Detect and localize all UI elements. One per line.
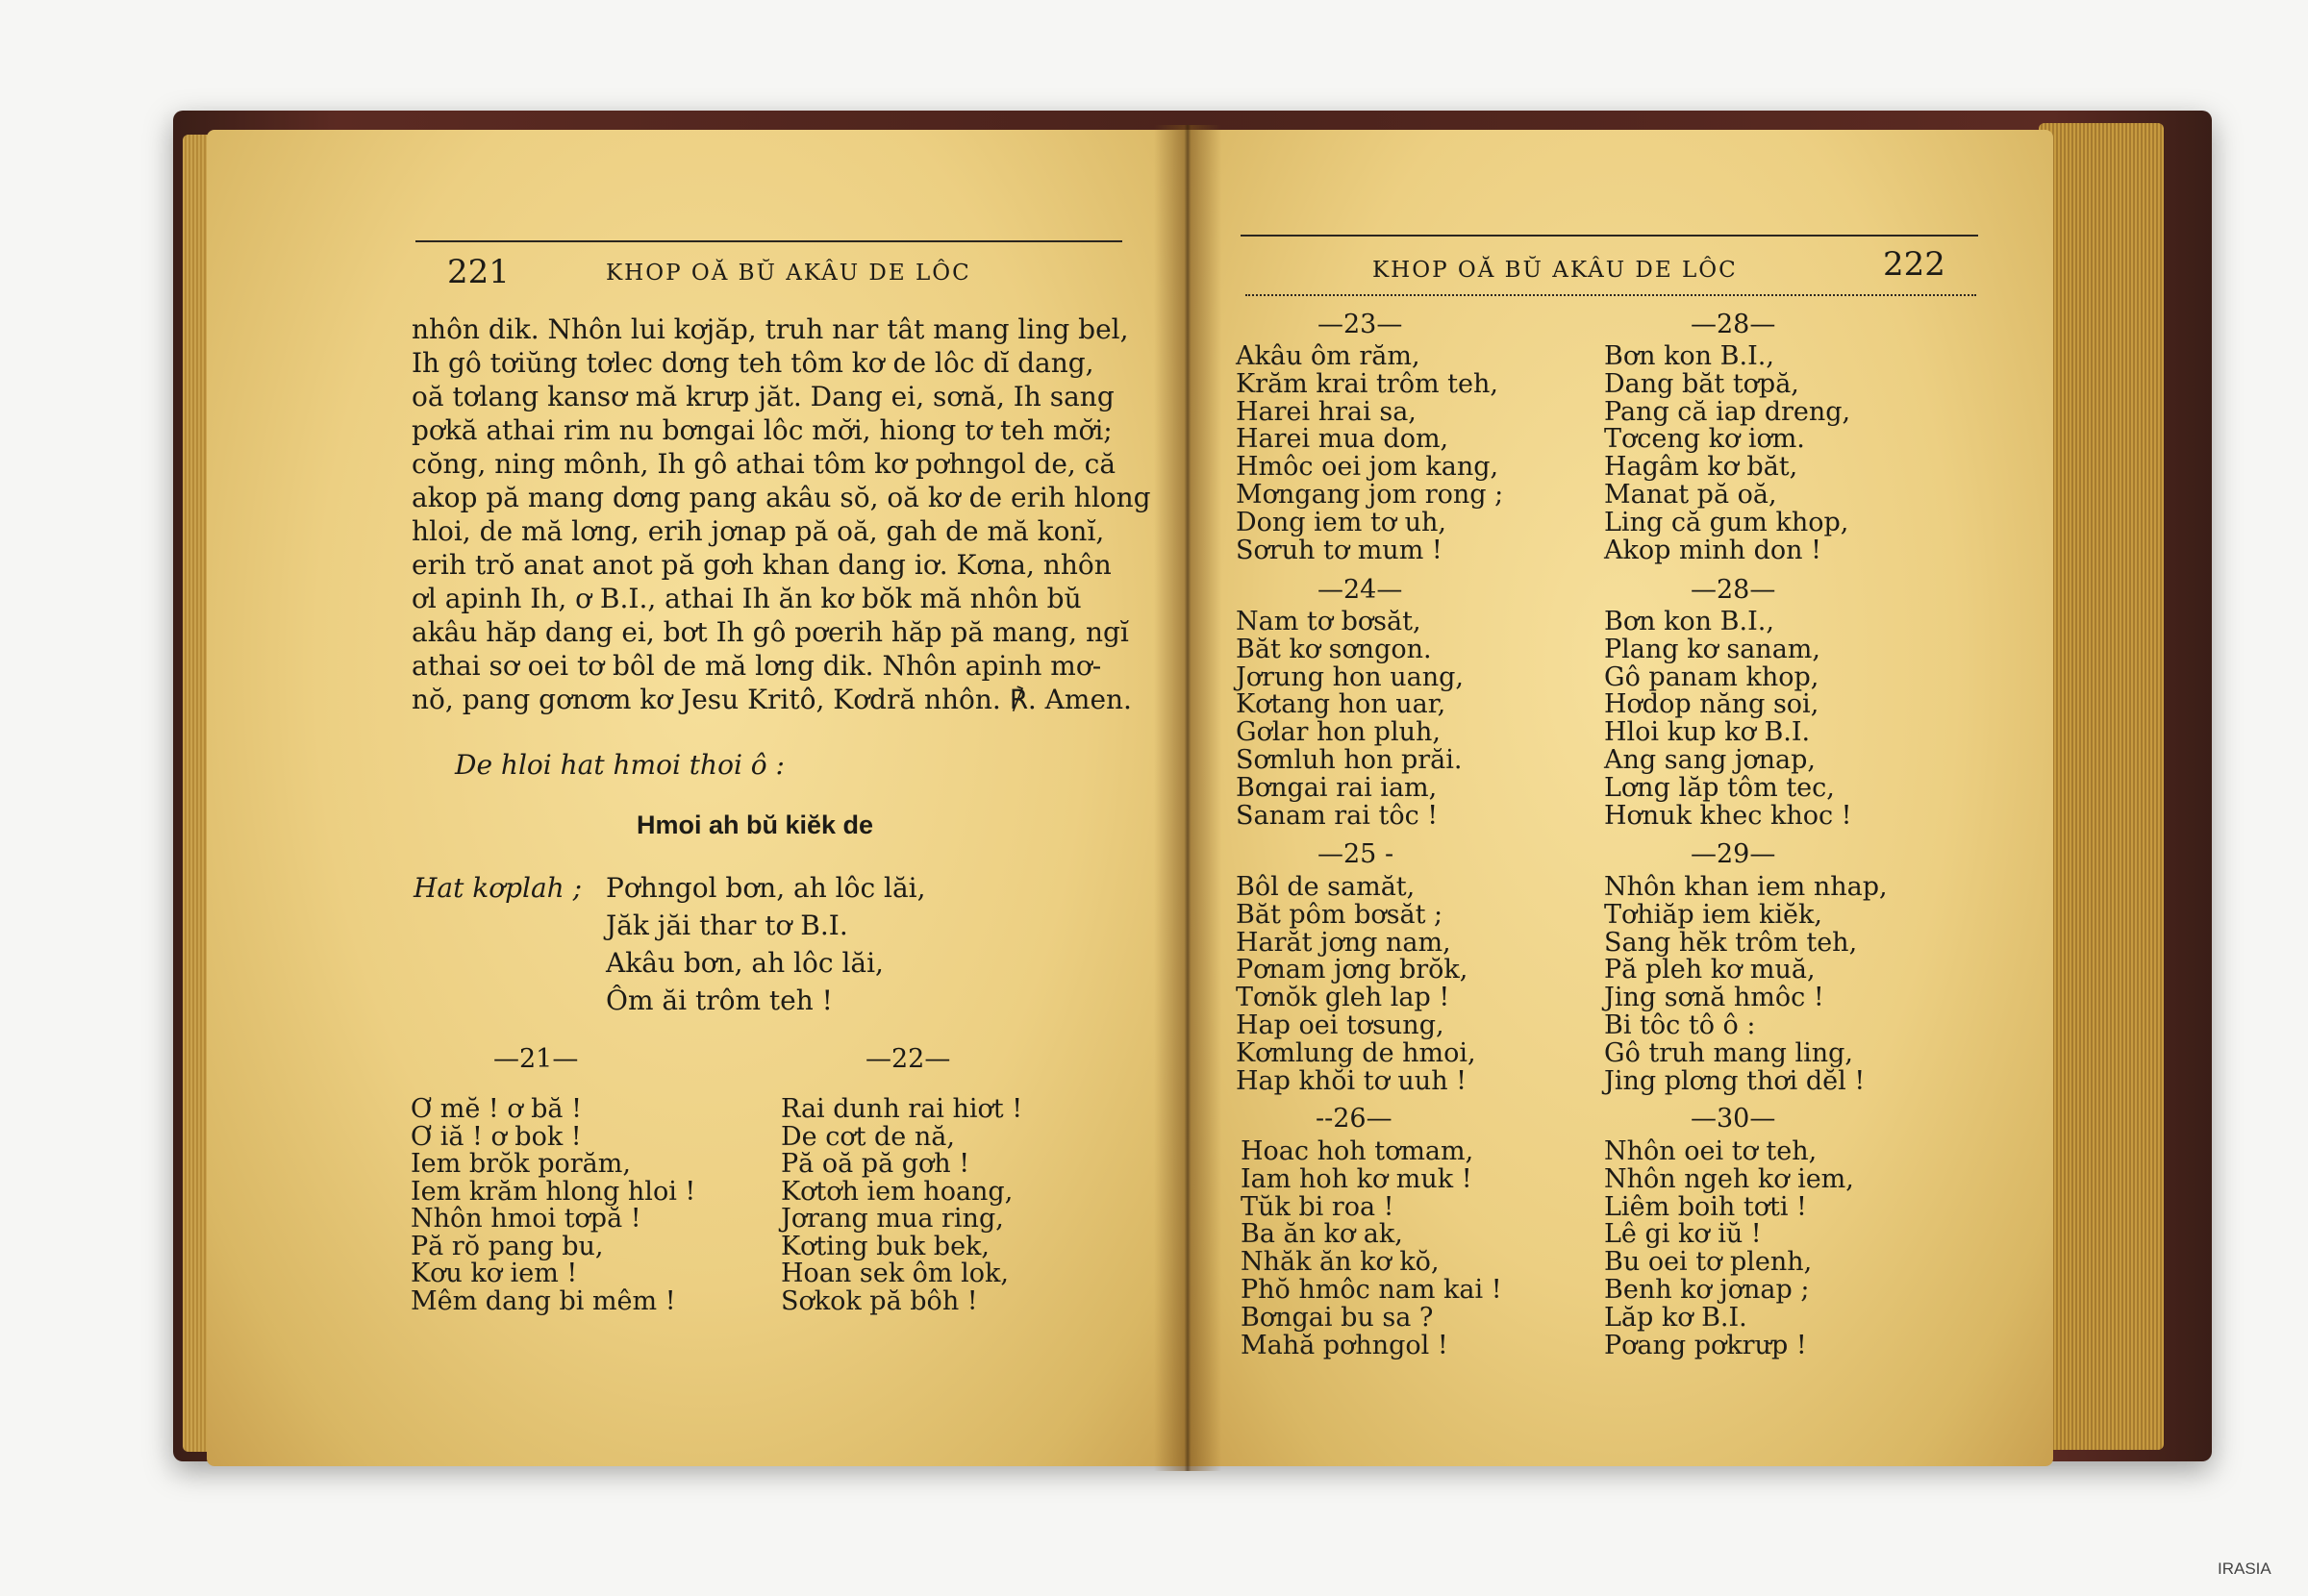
verse-line: Akâu ôm răm, <box>1236 341 1420 371</box>
verse-29 <box>1604 874 1888 1095</box>
verse-24 <box>1236 609 1464 830</box>
singing-instruction: De hloi hat hmoi thoi ô : <box>455 749 785 781</box>
verse-line: Gô panam khop, <box>1604 661 1819 692</box>
verse-line: Bơn kon B.I., <box>1604 607 1774 636</box>
verse-line: Bu oei tơ plenh, <box>1604 1247 1813 1278</box>
prose-line: akâu hăp dang ei, bơt Ih gô pơerih hăp pă mang, ngĭ <box>412 616 1129 648</box>
verse-number: —29— <box>1691 839 1776 869</box>
verse-line: Phŏ hmôc nam kai ! <box>1241 1274 1502 1305</box>
refrain-line: Ôm ăi trôm teh ! <box>606 985 833 1016</box>
verse-line: Sơruh tơ mum ! <box>1236 535 1442 565</box>
verse-line: Jing sơnă hmôc ! <box>1604 983 1824 1013</box>
verse-line: Bơngai rai iam, <box>1236 772 1438 803</box>
verse-line: Kơting buk bek, <box>781 1231 990 1261</box>
right-header-rule <box>1241 235 1978 237</box>
prayer-text <box>412 312 1154 716</box>
left-running-head: KHOP OĂ BŬ AKÂU DE LÔC <box>606 261 971 286</box>
verse-25 <box>1236 874 1476 1095</box>
verse-number: —22— <box>866 1044 951 1074</box>
verse-21 <box>411 1096 695 1315</box>
verse-number: —28— <box>1691 310 1776 339</box>
verse-line: Mahă pơhngol ! <box>1241 1330 1448 1360</box>
verse-line: Harei hrai sa, <box>1236 396 1417 427</box>
right-page-number: 222 <box>1883 245 1945 284</box>
verse-number: —25 - <box>1317 839 1394 869</box>
prose-line: nhôn dik. Nhôn lui kơjăp, truh nar tât mang ling bel, <box>412 313 1129 345</box>
verse-line: Hơdop năng soi, <box>1604 689 1819 720</box>
verse-line: Gô truh mang ling, <box>1604 1037 1854 1068</box>
prose-line: oă tơlang kansơ mă krưp jăt. Dang ei, sơnă, Ih sang <box>412 381 1115 412</box>
verse-line: Hap khŏi tơ uuh ! <box>1236 1065 1468 1096</box>
verse-line: Benh kơ jơnap ; <box>1604 1274 1810 1305</box>
verse-line: Sanam rai tôc ! <box>1236 800 1439 831</box>
verse-number: --26— <box>1316 1104 1392 1134</box>
verse-line: Kơu kơ iem ! <box>411 1259 578 1288</box>
book-gutter <box>1154 125 1221 1471</box>
prose-line: akop pă mang dơng pang akâu sŏ, oă kơ de erih hlong <box>412 482 1151 513</box>
verse-line: Bơn kon B.I., <box>1604 341 1774 371</box>
verse-number: —28— <box>1691 575 1776 605</box>
verse-line: Gơlar hon pluh, <box>1236 717 1441 748</box>
verse-number: —24— <box>1317 575 1403 605</box>
verse-line: Manat pă oă, <box>1604 479 1777 510</box>
verse-line: Jing plơng thơi dĕl ! <box>1604 1065 1866 1096</box>
verse-line: Tŭk bi roa ! <box>1241 1191 1394 1222</box>
verse-line: Dang băt tơpă, <box>1604 368 1799 399</box>
verse-line: Lê gi kơ iŭ ! <box>1604 1219 1762 1250</box>
verse-line: Hơnuk khec khoc ! <box>1604 800 1852 831</box>
verse-line: Pơang pơkrưp ! <box>1604 1330 1807 1360</box>
verse-line: Iem brŏk porăm, <box>411 1149 631 1179</box>
verse-number: —23— <box>1317 310 1403 339</box>
verse-line: Iam hoh kơ muk ! <box>1241 1163 1472 1194</box>
left-page-number: 221 <box>447 253 510 291</box>
verse-line: Iem krăm hlong hloi ! <box>411 1176 696 1207</box>
hymn-title: Hmoi ah bŭ kiĕk de <box>637 810 874 839</box>
verse-line: Pang că iap dreng, <box>1604 396 1851 427</box>
verse-line: Lơng lăp tôm tec, <box>1604 772 1835 803</box>
verse-line: Ơ mĕ ! ơ bă ! <box>411 1094 582 1124</box>
verse-line: Sơkok pă bôh ! <box>781 1285 978 1316</box>
verse-line: Sang hĕk trôm teh, <box>1604 927 1858 958</box>
verse-26 <box>1241 1138 1502 1359</box>
verse-30 <box>1604 1138 1854 1359</box>
verse-28a <box>1604 343 1850 564</box>
verse-line: Tơceng kơ iơm. <box>1604 424 1805 455</box>
verse-line: Jơrung hon uang, <box>1236 661 1464 692</box>
verse-line: Nhôn ngeh kơ iem, <box>1604 1163 1854 1194</box>
verse-line: Jơrang mua ring, <box>781 1204 1004 1234</box>
prose-line: erih trŏ anat anot pă gơh khan dang iơ. Kơna, nhôn <box>412 549 1112 581</box>
verse-line: Dong iem tơ uh, <box>1236 507 1447 537</box>
verse-line: Nhôn oei tơ teh, <box>1604 1136 1818 1166</box>
prose-line: Ih gô tơiŭng tơlec dơng teh tôm kơ de lôc dĭ dang, <box>412 347 1094 379</box>
verse-line: Ang sang jơnap, <box>1604 744 1816 775</box>
verse-line: Kơtơh iem hoang, <box>781 1176 1014 1207</box>
verse-23 <box>1236 343 1503 564</box>
verse-line: Hmôc oei jom kang, <box>1236 452 1499 483</box>
verse-line: Nhôn khan iem nhap, <box>1604 872 1888 902</box>
verse-number: —21— <box>493 1044 579 1074</box>
verse-line: Ling că gum khop, <box>1604 507 1849 537</box>
page-edges-right <box>2039 123 2164 1450</box>
verse-line: Plang kơ sanam, <box>1604 634 1820 664</box>
verse-line: Tơhiăp iem kiĕk, <box>1604 899 1822 930</box>
verse-line: Pơnam jơng brŏk, <box>1236 955 1468 985</box>
verse-line: Bi tôc tô ô : <box>1604 1010 1756 1040</box>
right-running-head: KHOP OĂ BŬ AKÂU DE LÔC <box>1372 258 1738 283</box>
verse-line: Pă pleh kơ muă, <box>1604 955 1816 985</box>
verse-line: Hoac hoh tơmam, <box>1241 1136 1474 1166</box>
refrain-label: Hat kơplah ; <box>414 872 583 904</box>
right-header-dotted-rule <box>1245 294 1976 296</box>
prose-line: cŏng, ning mônh, Ih gô athai tôm kơ pơhngol de, că <box>412 448 1116 480</box>
verse-line: Harei mua dom, <box>1236 424 1449 455</box>
verse-line: Pă oă pă gơh ! <box>781 1149 970 1179</box>
verse-line: Kơtang hon uar, <box>1236 689 1446 720</box>
prose-line: athai sơ oei tơ bôl de mă lơng dik. Nhôn apinh mơ- <box>412 650 1102 682</box>
verse-number: —30— <box>1691 1104 1776 1134</box>
prose-line: pơkă athai rim nu bơngai lôc mơ̆i, hiong tơ teh mơ̆i; <box>412 414 1113 446</box>
verse-line: Hagâm kơ băt, <box>1604 452 1798 483</box>
verse-line: Hloi kup kơ B.I. <box>1604 717 1811 748</box>
verse-line: Ba ăn kơ ak, <box>1241 1219 1403 1250</box>
verse-line: Ơ iă ! ơ bok ! <box>411 1121 582 1152</box>
verse-22 <box>781 1096 1022 1315</box>
verse-line: De cơt de nă, <box>781 1121 955 1152</box>
verse-line: Akop minh don ! <box>1604 535 1821 565</box>
verse-line: Băt kơ sơngon. <box>1236 634 1432 664</box>
verse-line: Hoan sek ôm lok, <box>781 1259 1009 1288</box>
verse-line: Sơmluh hon prăi. <box>1236 744 1463 775</box>
verse-line: Kơmlung de hmoi, <box>1236 1037 1476 1068</box>
verse-line: Nhăk ăn kơ kŏ, <box>1241 1247 1440 1278</box>
verse-line: Hap oei tơsung, <box>1236 1010 1444 1040</box>
prose-line: hloi, de mă lơng, erih jơnap pă oă, gah de mă konĭ, <box>412 515 1105 547</box>
prose-line: nŏ, pang gơnơm kơ Jesu Kritô, Kơdră nhôn. ℟. Amen. <box>412 684 1132 715</box>
verse-line: Tơnŏk gleh lap ! <box>1236 983 1450 1013</box>
verse-28b <box>1604 609 1852 830</box>
verse-line: Rai dunh rai hiơt ! <box>781 1094 1023 1124</box>
verse-line: Mêm dang bi mêm ! <box>411 1285 676 1316</box>
refrain-line: Jăk jăi thar tơ B.I. <box>606 910 848 941</box>
verse-line: Nhôn hmoi tơpă ! <box>411 1204 641 1234</box>
refrain-line: Pơhngol bơn, ah lôc lăi, <box>606 872 926 904</box>
verse-line: Bơngai bu sa ? <box>1241 1302 1434 1333</box>
watermark: IRASIA <box>2218 1559 2271 1578</box>
refrain-line: Akâu bơn, ah lôc lăi, <box>606 947 884 979</box>
left-header-rule <box>415 240 1122 242</box>
prose-line: ơl apinh Ih, ơ B.I., athai Ih ăn kơ bŏk mă nhôn bŭ <box>412 583 1082 614</box>
verse-line: Nam tơ bơsăt, <box>1236 607 1421 636</box>
verse-line: Pă rŏ pang bu, <box>411 1231 604 1261</box>
verse-line: Harăt jơng nam, <box>1236 927 1451 958</box>
verse-line: Mơngang jom rong ; <box>1236 479 1504 510</box>
verse-line: Lăp kơ B.I. <box>1604 1302 1747 1333</box>
verse-line: Băt pôm bơsăt ; <box>1236 899 1443 930</box>
verse-line: Krăm krai trôm teh, <box>1236 368 1498 399</box>
verse-line: Bôl de samăt, <box>1236 872 1416 902</box>
verse-line: Liêm boih tơti ! <box>1604 1191 1807 1222</box>
